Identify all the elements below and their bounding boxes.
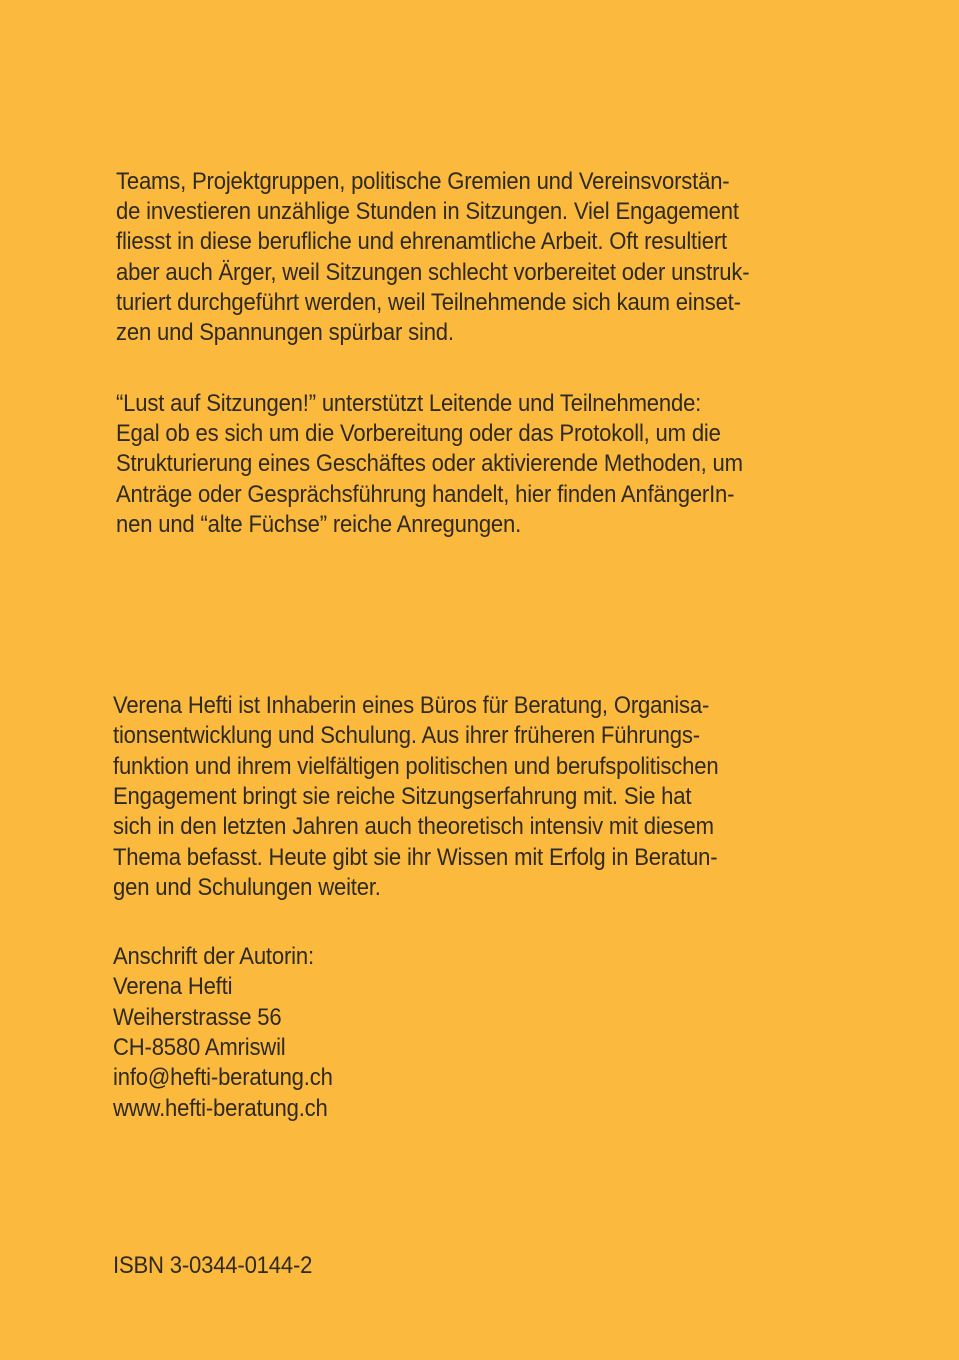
promo-line: “Lust auf Sitzungen!” unterstützt Leitende und Teilnehmende: xyxy=(116,390,702,417)
address-city: CH-8580 Amriswil xyxy=(113,1034,286,1061)
isbn: ISBN 3-0344-0144-2 xyxy=(113,1252,313,1279)
promo-line: Egal ob es sich um die Vorbereitung oder das Protokoll, um die xyxy=(116,420,721,447)
author-bio-line: Thema befasst. Heute gibt sie ihr Wissen mit Erfolg in Beratun- xyxy=(113,844,718,871)
author-bio-line: sich in den letzten Jahren auch theoretisch intensiv mit diesem xyxy=(113,813,714,840)
intro-line: fliesst in diese berufliche und ehrenamtliche Arbeit. Oft resultiert xyxy=(116,228,727,255)
author-bio-line: gen und Schulungen weiter. xyxy=(113,874,381,901)
promo-line: Anträge oder Gesprächsführung handelt, hier finden AnfängerIn- xyxy=(116,481,735,508)
address-name: Verena Hefti xyxy=(113,973,233,1000)
address-website: www.hefti-beratung.ch xyxy=(113,1095,328,1122)
intro-line: turiert durchgeführt werden, weil Teilnehmende sich kaum einset- xyxy=(116,289,741,316)
promo-line: Strukturierung eines Geschäftes oder aktivierende Methoden, um xyxy=(116,450,743,477)
address-street: Weiherstrasse 56 xyxy=(113,1004,282,1031)
author-bio-line: tionsentwicklung und Schulung. Aus ihrer früheren Führungs- xyxy=(113,722,700,749)
intro-line: aber auch Ärger, weil Sitzungen schlecht vorbereitet oder unstruk- xyxy=(116,259,750,286)
author-bio-line: Verena Hefti ist Inhaberin eines Büros für Beratung, Organisa- xyxy=(113,692,710,719)
author-bio-line: funktion und ihrem vielfältigen politischen und berufspolitischen xyxy=(113,753,719,780)
promo-line: nen und “alte Füchse” reiche Anregungen. xyxy=(116,511,522,538)
intro-line: Teams, Projektgruppen, politische Gremien und Vereinsvorstän- xyxy=(116,168,730,195)
intro-line: zen und Spannungen spürbar sind. xyxy=(116,319,454,346)
intro-line: de investieren unzählige Stunden in Sitzungen. Viel Engagement xyxy=(116,198,739,225)
author-bio-line: Engagement bringt sie reiche Sitzungserfahrung mit. Sie hat xyxy=(113,783,692,810)
address-heading: Anschrift der Autorin: xyxy=(113,943,314,970)
address-email: info@hefti-beratung.ch xyxy=(113,1064,333,1091)
